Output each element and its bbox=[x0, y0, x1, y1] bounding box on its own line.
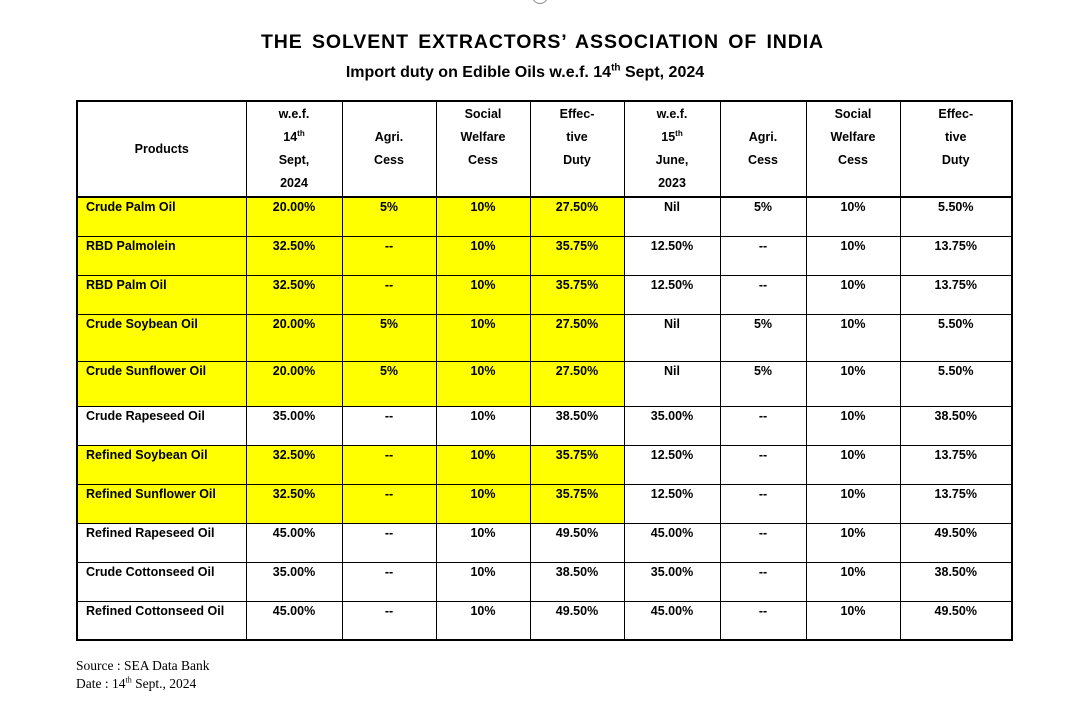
duty-cell: 5% bbox=[720, 314, 806, 361]
duty-cell: 38.50% bbox=[900, 562, 1012, 601]
product-name-cell: Refined Soybean Oil bbox=[77, 445, 246, 484]
duty-cell: 35.75% bbox=[530, 484, 624, 523]
duty-cell: 5% bbox=[342, 314, 436, 361]
duty-cell: 10% bbox=[806, 361, 900, 406]
duty-cell: 35.00% bbox=[624, 406, 720, 445]
table-row bbox=[77, 484, 1012, 523]
duty-cell: 32.50% bbox=[246, 445, 342, 484]
duty-cell: -- bbox=[342, 562, 436, 601]
subtitle-suffix: Sept, 2024 bbox=[620, 64, 705, 81]
duty-cell: -- bbox=[342, 601, 436, 640]
date-prefix: Date : 14 bbox=[76, 676, 126, 691]
duty-cell: 13.75% bbox=[900, 275, 1012, 314]
duty-cell: -- bbox=[342, 484, 436, 523]
duty-cell: 5% bbox=[342, 197, 436, 236]
duty-cell: 35.75% bbox=[530, 275, 624, 314]
duty-cell: 10% bbox=[806, 601, 900, 640]
duty-cell: Nil bbox=[624, 314, 720, 361]
duty-cell: 13.75% bbox=[900, 484, 1012, 523]
page-title: THE SOLVENT EXTRACTORS’ ASSOCIATION OF INDIA bbox=[260, 31, 825, 53]
table-row bbox=[77, 445, 1012, 484]
header-day: 14 bbox=[283, 130, 298, 144]
subtitle-sup: th bbox=[611, 62, 621, 74]
duty-cell: 10% bbox=[436, 523, 530, 562]
duty-cell: 38.50% bbox=[530, 562, 624, 601]
header-line: Agri. bbox=[374, 130, 404, 144]
table-row bbox=[77, 197, 1012, 236]
page-subtitle bbox=[0, 64, 1050, 82]
import-duty-table bbox=[76, 100, 1013, 641]
duty-cell: Nil bbox=[624, 197, 720, 236]
table-row bbox=[77, 406, 1012, 445]
duty-cell: 5.50% bbox=[900, 197, 1012, 236]
duty-cell: 35.00% bbox=[246, 406, 342, 445]
header-day: 15 bbox=[661, 130, 676, 144]
header-products: Products bbox=[77, 101, 246, 197]
header-line: Duty bbox=[563, 153, 591, 167]
duty-cell: 10% bbox=[806, 314, 900, 361]
header-line bbox=[625, 126, 720, 149]
header-line: Welfare bbox=[460, 130, 506, 144]
duty-cell: 32.50% bbox=[246, 275, 342, 314]
header-line bbox=[721, 103, 806, 126]
duty-cell: 38.50% bbox=[900, 406, 1012, 445]
duty-cell: 12.50% bbox=[624, 236, 720, 275]
duty-cell: 10% bbox=[806, 236, 900, 275]
duty-cell: 49.50% bbox=[900, 601, 1012, 640]
product-name-cell: Crude Rapeseed Oil bbox=[77, 406, 246, 445]
duty-cell: -- bbox=[342, 445, 436, 484]
duty-cell: 20.00% bbox=[246, 361, 342, 406]
header-line: tive bbox=[566, 130, 588, 144]
header-line: Cess bbox=[838, 153, 868, 167]
product-name-cell: Crude Soybean Oil bbox=[77, 314, 246, 361]
duty-cell: 20.00% bbox=[246, 314, 342, 361]
duty-cell: 45.00% bbox=[246, 601, 342, 640]
duty-cell: 10% bbox=[806, 197, 900, 236]
duty-cell: 12.50% bbox=[624, 275, 720, 314]
duty-cell: 27.50% bbox=[530, 197, 624, 236]
duty-cell: 10% bbox=[436, 562, 530, 601]
source-note bbox=[76, 657, 209, 693]
product-name-cell: Refined Rapeseed Oil bbox=[77, 523, 246, 562]
header-line: Sept, bbox=[278, 153, 310, 167]
table-row bbox=[77, 601, 1012, 640]
duty-cell: 5% bbox=[342, 361, 436, 406]
duty-cell: 10% bbox=[436, 484, 530, 523]
table-body bbox=[77, 197, 1012, 640]
duty-cell: 35.00% bbox=[246, 562, 342, 601]
table-row bbox=[77, 562, 1012, 601]
duty-cell: 38.50% bbox=[530, 406, 624, 445]
product-name-cell: Refined Cottonseed Oil bbox=[77, 601, 246, 640]
header-line: Social bbox=[834, 107, 872, 121]
header-line: Duty bbox=[941, 153, 970, 167]
table-header-row bbox=[77, 101, 1012, 197]
header-line: Welfare bbox=[830, 130, 876, 144]
duty-cell: 10% bbox=[436, 197, 530, 236]
duty-cell: Nil bbox=[624, 361, 720, 406]
header-agri-cess-2024 bbox=[342, 101, 436, 197]
date-line bbox=[76, 675, 209, 693]
header-line: Cess bbox=[374, 153, 404, 167]
header-social-welfare-2024 bbox=[436, 101, 530, 197]
duty-cell: 5% bbox=[720, 361, 806, 406]
duty-cell: 5.50% bbox=[900, 361, 1012, 406]
header-social-welfare-2023 bbox=[806, 101, 900, 197]
duty-cell: 10% bbox=[436, 406, 530, 445]
subtitle-prefix: Import duty on Edible Oils w.e.f. 14 bbox=[345, 64, 612, 81]
duty-cell: 45.00% bbox=[624, 523, 720, 562]
duty-cell: 20.00% bbox=[246, 197, 342, 236]
duty-cell: -- bbox=[720, 484, 806, 523]
header-effective-duty-2024 bbox=[530, 101, 624, 197]
header-line bbox=[247, 126, 342, 149]
header-effective-duty-2023 bbox=[900, 101, 1012, 197]
duty-cell: 10% bbox=[806, 523, 900, 562]
duty-cell: 10% bbox=[436, 275, 530, 314]
header-day-sup: th bbox=[675, 128, 683, 138]
product-name-cell: Crude Sunflower Oil bbox=[77, 361, 246, 406]
product-name-cell: RBD Palm Oil bbox=[77, 275, 246, 314]
duty-cell: 10% bbox=[806, 445, 900, 484]
duty-cell: 27.50% bbox=[530, 361, 624, 406]
duty-cell: 10% bbox=[806, 484, 900, 523]
header-line: Effec- bbox=[938, 107, 974, 121]
duty-cell: -- bbox=[720, 406, 806, 445]
duty-cell: 35.00% bbox=[624, 562, 720, 601]
header-line: Agri. bbox=[748, 130, 778, 144]
header-line: w.e.f. bbox=[656, 107, 688, 121]
duty-cell: 10% bbox=[436, 601, 530, 640]
header-line bbox=[343, 103, 436, 126]
duty-cell: 45.00% bbox=[246, 523, 342, 562]
duty-cell: 49.50% bbox=[530, 601, 624, 640]
header-line: 2024 bbox=[280, 176, 308, 190]
header-line: June, bbox=[655, 153, 689, 167]
duty-cell: 12.50% bbox=[624, 445, 720, 484]
duty-cell: -- bbox=[342, 275, 436, 314]
duty-cell: -- bbox=[720, 523, 806, 562]
duty-cell: 10% bbox=[806, 275, 900, 314]
header-wef-2023 bbox=[624, 101, 720, 197]
duty-cell: -- bbox=[720, 601, 806, 640]
table-row bbox=[77, 236, 1012, 275]
duty-cell: -- bbox=[720, 275, 806, 314]
duty-cell: -- bbox=[342, 406, 436, 445]
duty-cell: -- bbox=[720, 236, 806, 275]
duty-cell: 32.50% bbox=[246, 484, 342, 523]
table-row bbox=[77, 523, 1012, 562]
duty-cell: 13.75% bbox=[900, 236, 1012, 275]
duty-cell: 45.00% bbox=[624, 601, 720, 640]
duty-cell: 49.50% bbox=[530, 523, 624, 562]
duty-cell: 10% bbox=[436, 445, 530, 484]
table-row bbox=[77, 314, 1012, 361]
duty-cell: -- bbox=[342, 236, 436, 275]
duty-cell: 35.75% bbox=[530, 236, 624, 275]
product-name-cell: Crude Cottonseed Oil bbox=[77, 562, 246, 601]
duty-cell: 10% bbox=[806, 406, 900, 445]
header-line: 2023 bbox=[658, 176, 686, 190]
product-name-cell: RBD Palmolein bbox=[77, 236, 246, 275]
date-sup: th bbox=[125, 675, 132, 685]
header-agri-cess-2023 bbox=[720, 101, 806, 197]
duty-cell: 49.50% bbox=[900, 523, 1012, 562]
header-line: tive bbox=[944, 130, 967, 144]
header-line: w.e.f. bbox=[278, 107, 310, 121]
duty-cell: 12.50% bbox=[624, 484, 720, 523]
duty-cell: 10% bbox=[436, 314, 530, 361]
duty-cell: 10% bbox=[436, 361, 530, 406]
duty-cell: 5.50% bbox=[900, 314, 1012, 361]
duty-cell: -- bbox=[720, 445, 806, 484]
duty-cell: 13.75% bbox=[900, 445, 1012, 484]
source-line: Source : SEA Data Bank bbox=[76, 658, 210, 673]
duty-cell: 10% bbox=[806, 562, 900, 601]
duty-cell: 10% bbox=[436, 236, 530, 275]
duty-cell: 35.75% bbox=[530, 445, 624, 484]
duty-cell: 32.50% bbox=[246, 236, 342, 275]
table-row bbox=[77, 275, 1012, 314]
duty-cell: 27.50% bbox=[530, 314, 624, 361]
duty-cell: 5% bbox=[720, 197, 806, 236]
decorative-circle bbox=[532, 0, 548, 4]
duty-cell: -- bbox=[342, 523, 436, 562]
header-line: Social bbox=[464, 107, 502, 121]
header-line: Effec- bbox=[559, 107, 595, 121]
date-suffix: Sept., 2024 bbox=[131, 676, 197, 691]
header-line: Cess bbox=[748, 153, 778, 167]
table-row bbox=[77, 361, 1012, 406]
header-day-sup: th bbox=[297, 128, 305, 138]
product-name-cell: Crude Palm Oil bbox=[77, 197, 246, 236]
header-line: Cess bbox=[468, 153, 498, 167]
header-wef-2024 bbox=[246, 101, 342, 197]
duty-cell: -- bbox=[720, 562, 806, 601]
product-name-cell: Refined Sunflower Oil bbox=[77, 484, 246, 523]
